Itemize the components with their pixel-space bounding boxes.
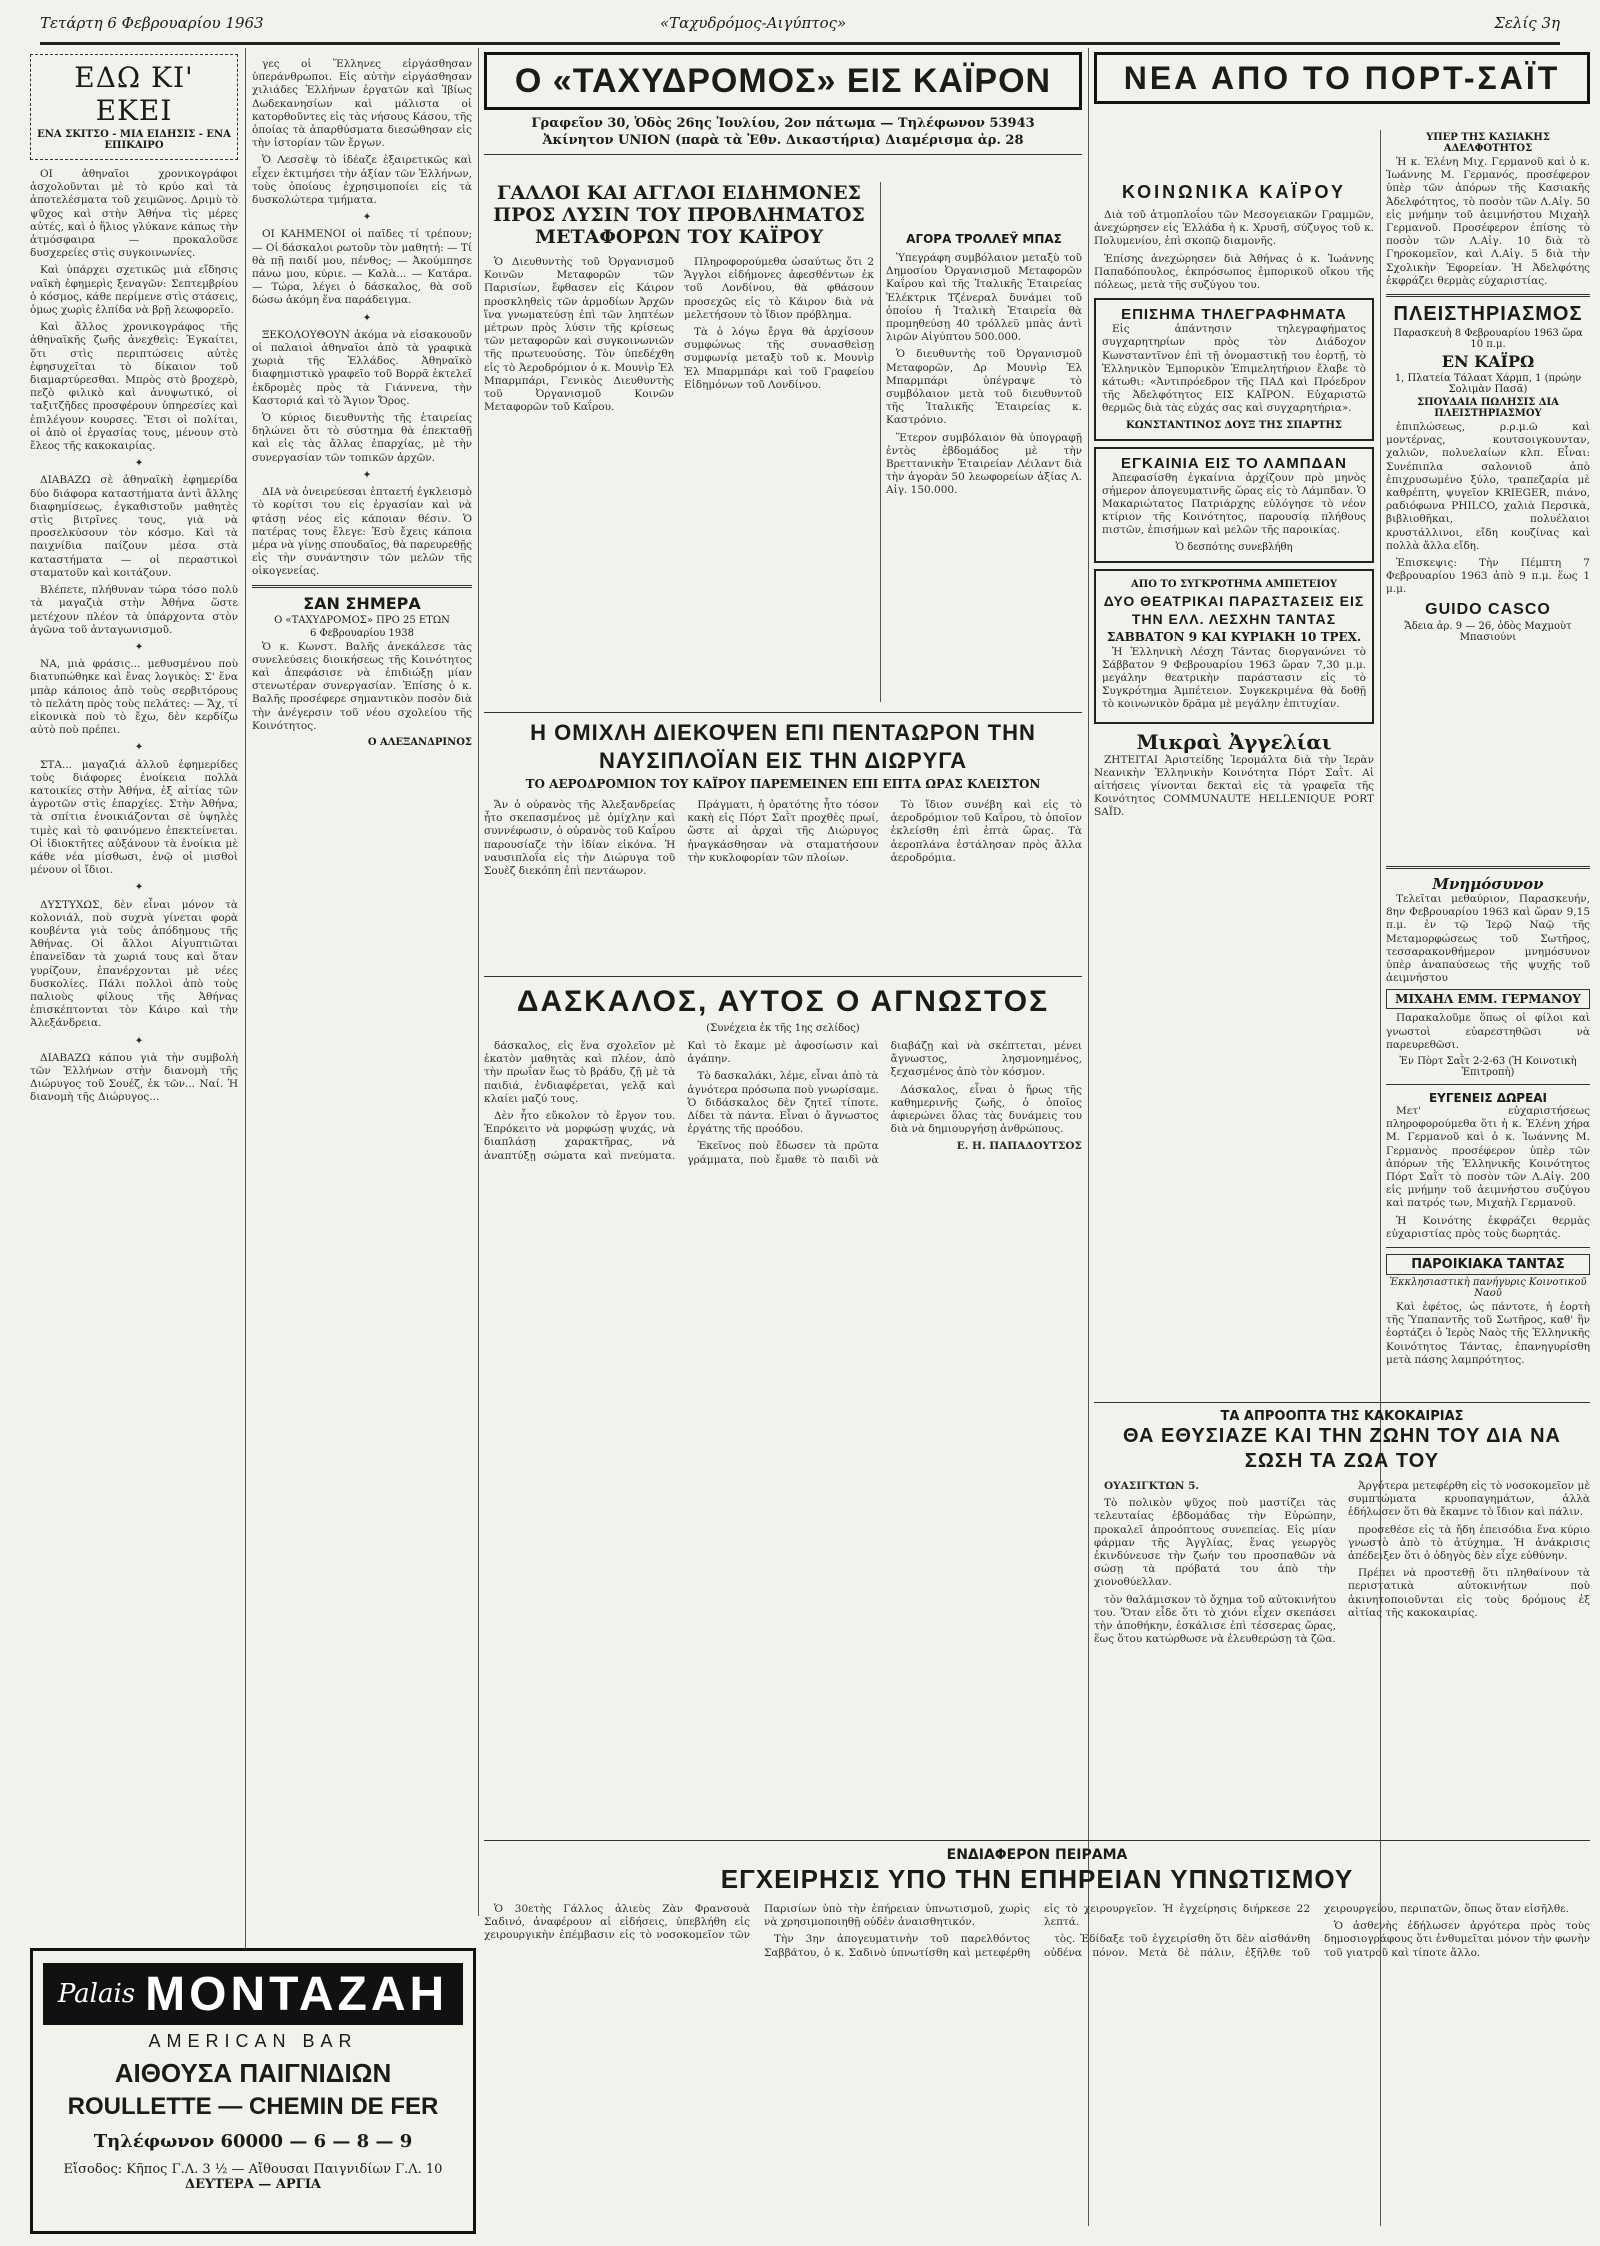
ad-entrance: Εἴσοδος: Κῆπος Γ.Λ. 3 ½ — Αἴθουσαι Παιγνιδίων Γ.Λ. 10	[63, 2162, 443, 2177]
divider	[484, 154, 1082, 155]
section-body	[1386, 156, 1590, 288]
paragraph: Ὁ Λεσσὲψ τὸ ἰδέαζε ἐξαιρετικῶς καὶ εἶχεν ἐκτιμήσει τὴν ἀξίαν τῶν Ἑλλήνων, τοὺς ὁποίους ἐχρησιμοποίει εἰς τὰ δυσκολώτερα τμήματα.	[252, 154, 472, 207]
article-bad-weather	[1094, 1396, 1590, 1830]
column-divider	[880, 182, 881, 702]
article-continuation: (Συνέχεια ἐκ τῆς 1ης σελίδος)	[706, 1023, 860, 1034]
montazah-advertisement	[30, 1948, 476, 2234]
divider	[252, 585, 472, 588]
ornament: ✦	[134, 1034, 144, 1047]
paragraph: Δάσκαλος, εἶναι ὁ ἥρως τῆς καθημερινῆς ζωῆς, ὁ ὁποῖος ἀφιερώνει ὅλας τὰς δυνάμεις του διὰ νὰ δημιουργήσῃ ἀνθρώπους.	[890, 1083, 1082, 1136]
memorial-title: Μνημόσυνον	[1432, 875, 1544, 893]
divider	[1094, 1402, 1590, 1403]
masthead	[40, 10, 1560, 42]
ornament: ✦	[362, 211, 372, 224]
article-title: ΔΑΣΚΑΛΟΣ, ΑΥΤΟΣ Ο ΑΓΝΩΣΤΟΣ	[516, 985, 1050, 1018]
article-title: ΑΓΟΡΑ ΤΡΟΛΛΕΫ ΜΠΑΣ	[906, 232, 1062, 246]
port-said-news-panel	[1386, 860, 1590, 1390]
tachydromos-cairo-banner	[484, 48, 1082, 178]
box-signature: Ὁ δεσπότης συνεβλήθη	[1175, 541, 1293, 553]
column-divider	[478, 48, 479, 1916]
paragraph: ΖΗΤΕΙΤΑΙ Ἀριστείδης Ἰερομάλτα διὰ τὴν Ἱερὰν Νεανικὴν Ἑλληνικὴν Κοινότητα Πόρτ Σαῒτ. Αἱ αἰτήσεις γίνονται δεκταὶ εἰς τὰ γραφεῖα τῆς Κοινότητος COMMUNAUTE HELLENIQUE PORT SAÏD.	[1094, 753, 1374, 819]
ad-phone: Τηλέφωνον 60000 — 6 — 8 — 9	[93, 2131, 413, 2152]
ornament: ✦	[362, 311, 372, 324]
article-teacher	[484, 970, 1082, 1830]
paragraph: γες οἱ Ἕλληνες εἰργάσθησαν ὑπεράνθρωποι. Εἰς αὐτὴν εἰργάσθησαν χιλιάδες Ἑλλήνων ἐργατῶν καὶ Ἰβίως Δωδεκανησίων καὶ μάλιστα οἱ κατορθοῦντες εἰς τὰς νήσους Κάσου, τῆς ὁποίας τὰ ἀπαρθύσματα διεσώθησαν εἰς τὴν ἱστορίαν τῶν ἔργων.	[252, 58, 472, 150]
banner-title: Ο «ΤΑΧΥΔΡΟΜΟΣ» ΕΙΣ ΚΑΪΡΟΝ	[514, 62, 1052, 100]
paper-name: «Ταχυδρόμος-Αιγύπτος»	[660, 14, 847, 32]
section-title: ΚΟΙΝΩΝΙΚΑ ΚΑΪΡΟΥ	[1121, 182, 1347, 202]
paragraph: Παρακαλοῦμε ὅπως οἱ φίλοι καὶ γνωστοὶ εὐαρεστηθῶσι νὰ παρευρεθῶσι.	[1386, 1012, 1590, 1051]
paragraph: Τὰ ὁ λόγω ἔργα θὰ ἀρχίσουν συμφώνως τῆς συνασθεὶσῃ συμφωνίᾳ μεταξὺ τοῦ κ. Μουνὶρ Ἐλ Μπαρμπάρι καὶ τοῦ Γραφείου Εἰδημόνων τοῦ Λονδίνου.	[684, 326, 874, 391]
paragraph: Τὸ δασκαλάκι, λέμε, εἶναι ἀπὸ τὰ ἁγνότερα πρόσωπα ποὺ γνωρίσαμε. Ὁ διδάσκαλος δὲν ζητεῖ τίποτε. Δίδει τὰ πάντα. Εἶναι ὁ ἄγνωστος ἐργάτης τῆς προόδου.	[687, 1070, 879, 1136]
paragraph: ἐπιπλώσεως, ρ.ρ.μ.ῶ καὶ μοντέρνας, κουτσοιγκουνταν, χαλιῶν, πολυελαίων κλπ. Εἶναι: Συνέπιπλα σαλονιοῦ ἀπὸ ἐπιχρυσωμένο ξύλο, τραπεζαρία μὲ καθρέπτη, ψυγεῖον KRIEGER, πιάνο, ραδιόφωνα PHILCO, χαλιὰ Περσικὰ, βιβλιοθῆκαι, πολυέλαιοι κρυστάλλινοι, εἴδη κουζίνας καὶ πολλὰ ἄλλα εἴδη.	[1386, 421, 1590, 552]
auctioneer-name: GUIDO CASCO	[1425, 600, 1551, 618]
paragraph: Πράγματι, ἡ ὁρατότης ἦτο τόσον κακὴ εἰς Πόρτ Σαῒτ προχθὲς πρωί, ὥστε αἱ ἀρχαὶ τῆς Διώρυγος ἠναγκάσθησαν νὰ σταματήσουν τὴν κυκλοφορίαν τῶν πλοίων.	[687, 799, 879, 864]
paragraph: ΞΕΚΟΛΟΥΘΟΥΝ ἀκόμα νὰ εἰσακουοῦν οἱ παλαιοὶ ἀθηναῖοι ἀπὸ τὰ γραφικὰ χωριὰ τῆς Ἑλλάδος. Ἀθηναϊκὸ διαφημιστικὸ γραφεῖο τοῦ Βορρᾶ ἐκτελεῖ ἐκδρομὲς πρὸς τὰ Γιάννενα, τὴν Καστοριά καὶ τὸ Ἅγιον Ὄρος.	[252, 328, 472, 407]
classifieds-title: Μικραὶ Ἀγγελίαι	[1136, 729, 1332, 754]
edw-ki-ekei-header	[30, 54, 238, 160]
ad-brand: MONTAZAH	[145, 1967, 449, 2021]
paragraph: Καὶ ἐφέτος, ὡς πάντοτε, ἡ ἑορτὴ τῆς Ὑπαπαντῆς τοῦ Σωτῆρος, καθ' ἣν ἑορτάζει ὁ Ἱερὸς Ναὸς τῆς Ἑλληνικῆς Κοινότητος Τάντας, ἐπανηγυρίσθη μετὰ πάσης λαμπρότητος.	[1386, 1301, 1590, 1366]
article-trolleybus	[886, 182, 1082, 702]
section-title: ΝΕΑ ΑΠΟ ΤΟ ΠΟΡΤ-ΣΑΪΤ	[1123, 60, 1561, 96]
column-continued	[252, 48, 472, 1938]
box-body	[1102, 323, 1366, 415]
article-kicker: ΕΝΔΙΑΦΕΡΟΝ ΠΕΙΡΑΜΑ	[946, 1847, 1128, 1863]
article-body	[484, 1903, 1590, 2203]
anniversary-title: ΣΑΝ ΣΗΜΕΡΑ	[303, 593, 421, 613]
paragraph: Ὁ 30ετὴς Γάλλος ἁλιεὺς Ζὰν Φρανσουὰ Σαδινό, ἀναφέρουν αἱ εἰδήσεις, ὑπεβλήθη εἰς χειρουργικὴν ἐπέμβασιν εἰς τὸ νοσοκομεῖον τῶν Παρισίων ὑπὸ τὴν ἐπήρειαν ὑπνωτισμοῦ, χωρὶς νὰ χρησιμοποιηθῇ οὐδὲν ἀναισθητικόν.	[484, 1903, 1030, 1942]
banner-address-2: Ἀκίνητον UNION (παρὰ τὰ Ἐθν. Δικαστήρια) Διαμέρισμα ἀρ. 28	[542, 133, 1024, 148]
donations-title: ΕΥΓΕΝΕΙΣ ΔΩΡΕΑΙ	[1428, 1091, 1548, 1106]
article-signature: Ε. Η. ΠΑΠΑΔΟΥΤΣΟΣ	[956, 1140, 1082, 1153]
memorial-name: ΜΙΧΑΗΛ ΕΜΜ. ΓΕΡΜΑΝΟΥ	[1386, 989, 1590, 1009]
paragraph: Ὑπεγράφη συμβόλαιον μεταξὺ τοῦ Δημοσίου Ὀργανισμοῦ Μεταφορῶν Καΐρου καὶ τῆς Ἰταλικῆς Ἑταιρείας Ἐλέκτρικ Τζένεραλ δυνάμει τοῦ ὁποίου ἡ Ἰταλικὴ Ἑταιρεία θὰ προμηθεύσῃ 40 τρόλλεϋ μπὰς ἀντὶ λιρῶν Αἰγύπτου 500.000.	[886, 252, 1082, 344]
column-divider	[245, 48, 246, 2226]
anniversary-date: 6 Φεβρουαρίου 1938	[310, 627, 414, 639]
paragraph: Τὴν 3ην ἀπογευματινὴν τοῦ παρελθόντος Σαββάτου, ὁ κ. Σαδινὸ ὑπνωτίσθη καὶ μετεφέρθη εἰς τὸ χειρουργεῖον. Ἡ ἐγχείρησις διήρκεσε 22 λεπτά.	[764, 1903, 1310, 1959]
paragraph: ΔΙΑ νὰ ὀνειρεύεσαι ἑπταετή ἐγκλεισμὸ τὸ κορίτσι του εἰς ἐργασίαν καὶ νὰ φτάσῃ νέος εἰς κάποιαν θέσιν. Ὁ πατέρας τους ἔλεγε: Ἐσὺ ἔχεις κάποια μέρα νὰ γίνῃς σπουδαῖος, θὰ παρευρεθῇς εἰς τὴν συνάντησιν τῶν μελῶν τῆς οἰκογενείας.	[252, 486, 472, 578]
paragraph: Τελεῖται μεθαύριον, Παρασκευήν, 8ην Φεβρουαρίου 1963 καὶ ὥραν 9,15 π.μ. ἐν τῷ Ἱερῷ Ναῷ τῆς Μεταμορφώσεως τοῦ Σωτῆρος, τεσσαρακονθήμερον μνημόσυνον ὑπὲρ ἀναπαύσεως τῆς ψυχῆς τοῦ ἀειμνήστου	[1386, 893, 1590, 985]
article-subtitle: ΤΟ ΑΕΡΟΔΡΟΜΙΟΝ ΤΟΥ ΚΑΪΡΟΥ ΠΑΡΕΜΕΙΝΕΝ ΕΠΙ ΕΠΤΑ ΩΡΑΣ ΚΛΕΙΣΤΟΝ	[525, 777, 1041, 791]
page-number: Σελίς 3η	[1494, 14, 1560, 32]
ornament: ✦	[362, 468, 372, 481]
ad-line-games: ROULLETTE — CHEMIN DE FER	[67, 2093, 439, 2120]
paragraph: Βλέπετε, πλήθυναν τώρα τόσο πολὺ τὰ μαγαζιὰ στὴν Ἀθήνα ὥστε μετέχουν πλέον τὰ ὑπάρχοντα στὸν ἀγῶνα τοῦ ἀνταγωνισμοῦ.	[30, 584, 238, 636]
paragraph: Μετ' εὐχαριστήσεως πληροφορούμεθα ὅτι ἡ κ. Ἑλένη χήρα Μ. Γερμανοῦ καὶ ὁ κ. Ἰωάννης Μ. Γερμανὸς προσέφερον ὑπὲρ τῶν ἀπόρων τῆς Ἑλληνικῆς Κοινότητος Πόρτ Σαῒτ τὸ ποσὸν τῶν Λ.Αἰγ. 200 εἰς μνήμην τοῦ ἀειμνήστου συζύγου καὶ πατρός των, Μιχαὴλ Γερμανοῦ.	[1386, 1105, 1590, 1210]
banner-address-1: Γραφεῖον 30, Ὁδὸς 26ης Ἰουλίου, 2ον πάτωμα — Τηλέφωνον 53943	[531, 116, 1035, 131]
ad-closed-day: ΔΕΥΤΕΡΑ — ΑΡΓΙΑ	[184, 2177, 322, 2192]
paragraph: Εἰς ἀπάντησιν τηλεγραφήματος συγχαρητηρίων πρὸς τὸν Διάδοχον Κωνσταντῖνον ἐπὶ τῇ ὀνομαστικῇ του ἑορτῇ, τὸ Ἑλληνικὸν Ἐμπορικὸν Ἐπιμελητήριον ἔλαβε τὸ κάτωθι: «Ἀντιπρόεδρον τῆς ΠΑΔ καὶ Πρόεδρον τῆς Ἀδελφότητος ΕΙΣ ΚΑΪΡΟΝ. Εὐχαριστῶ θερμῶς διὰ τὰς εὐχάς σας καὶ συγχαρητήρια».	[1102, 323, 1366, 415]
paragraph: Ὁ ἀσθενὴς ἐδήλωσεν ἀργότερα πρὸς τοὺς δημοσιογράφους ὅτι ἐνθυμεῖται μόνον τὴν φωνὴν τοῦ γιατροῦ καὶ τίποτε ἄλλο.	[1324, 1920, 1590, 1959]
classifieds-body	[1094, 754, 1374, 820]
divider	[484, 976, 1082, 977]
paragraph: Ἄν ὁ οὐρανὸς τῆς Ἀλεξανδρείας ἦτο σκεπασμένος μὲ ὀμίχλην καὶ συννέφωσιν, ὁ οὐρανὸς τοῦ Καΐρου παρουσίαζε τὴν ἰδίαν εἰκόνα. Ἡ ναυσιπλοΐα εἰς τὴν Διώρυγα τοῦ Σουὲζ διεκόπη ἐπὶ πεντάωρον.	[484, 799, 676, 878]
article-body	[484, 1040, 1082, 1167]
auction-address: 1, Πλατεία Τάλαατ Χάρμπ, 1 (πρώην Σολιμὰν Πασᾶ)	[1394, 373, 1582, 396]
paragraph: ΝΑ, μιὰ φράσις... μεθυσμένου ποὺ διατυπώθηκε καὶ ἔνας λογικὸς: Σ' ἕνα μπὰρ κάποιος ἀπὸ τοὺς σερβιτόρους τὸ πελάτη πρὸς τοὺς πελάτες: — Ἄχ, τί εἰκονικὰ ποὺ τὸ ἔχω, δὲν κερδίζω αὐτὸ ποὺ πρέπει.	[30, 658, 238, 737]
paragraph: Ὁ κ. Κωνστ. Βαλῆς ἀνεκάλεσε τὰς συνελεύσεις διοικήσεως τῆς Κοινότητος καὶ ἀπεφάσισε νὰ ἐπιδιώξῃ μίαν στενωτέραν συνεργασίαν. Ἐπίσης ὁ κ. Βαλῆς προσέφερε σημαντικὸν ποσὸν διὰ τὴν ἀνέγερσιν τοῦ νέου σχολείου τῆς Κοινότητος.	[252, 640, 472, 732]
theatre-box	[1094, 569, 1374, 724]
column-edw-ki-ekei	[30, 48, 238, 1938]
paragraph: Ἐκεῖνος ποὺ ἔδωσεν τὰ πρῶτα γράμματα, ποὺ ἔμαθε τὸ παιδὶ νὰ διαβάζῃ καὶ νὰ σκέπτεται, μένει ἄγνωστος, λησμονημένος, ξεχασμένος ἀπὸ τὸν κόσμον.	[687, 1040, 1082, 1166]
divider	[1386, 866, 1590, 869]
paragraph: τὸς. Ἐδίδαξε τοῦ ἐγχειρίσθη ὅτι δὲν αἰσθάνθη οὐδένα πόνον. Μετὰ δὲ πάλιν, ἐξῆλθε τοῦ χειρουργείου, περιπατῶν, ὅπως ὅταν εἰσῆλθε.	[1044, 1903, 1569, 1959]
paragraph: Ὁ διευθυντὴς τοῦ Ὀργανισμοῦ Μεταφορῶν, Δρ Μουνὶρ Ἐλ Μπαρμπάρι ὑπέγραψε τὸ συμβόλαιον μετὰ τοῦ διευθυντοῦ τῆς Ἰταλικῆς Ἑταιρείας κ. Καστρόνιο.	[886, 348, 1082, 427]
telegrams-box	[1094, 298, 1374, 440]
ad-line-bar: AMERICAN BAR	[148, 2031, 358, 2051]
article-kicker: ΤΑ ΑΠΡΟΟΠΤΑ ΤΗΣ ΚΑΚΟΚΑΙΡΙΑΣ	[1220, 1409, 1464, 1424]
box-body	[1102, 472, 1366, 538]
parish-subtitle: Ἐκκλησιαστικὴ πανήγυρις Κοινοτικοῦ Ναοῦ	[1389, 1277, 1587, 1300]
paragraph: Δὲν ἦτο εὔκολον τὸ ἔργον του. Ἐπρόκειτο νὰ μορφώσῃ ψυχάς, νὰ διαπλάσῃ χαρακτῆρας, νὰ ἀναπτύξῃ σώματα καὶ πνεύματα. Καὶ τὸ ἔκαμε μὲ ἀφοσίωσιν καὶ ἀγάπην.	[484, 1040, 879, 1162]
article-body	[1094, 1480, 1590, 1646]
inauguration-box	[1094, 447, 1374, 563]
paragraph: Ἡ Κοινότης ἐκφράζει θερμὰς εὐχαριστίας πρὸς τοὺς δωρητάς.	[1386, 1214, 1590, 1240]
paragraph: Ἐπίσης ἀνεχώρησεν διὰ Ἀθήνας ὁ κ. Ἰωάννης Παπαδόπουλος, ἐκπρόσωπος ἐμπορικοῦ οἴκου τῆς πόλεως, μετὰ τῆς συζύγου του.	[1094, 252, 1374, 292]
article-title: ΕΓΧΕΙΡΗΣΙΣ ΥΠΟ ΤΗΝ ΕΠΗΡΕΙΑΝ ΥΠΝΩΤΙΣΜΟΥ	[720, 1864, 1354, 1894]
auction-city: ΕΝ ΚΑΪΡΩ	[1441, 352, 1535, 372]
box-title: ΔΥΟ ΘΕΑΤΡΙΚΑΙ ΠΑΡΑΣΤΑΣΕΙΣ ΕΙΣ ΤΗΝ ΕΛΛ. ΛΕΣΧΗΝ ΤΑΝΤΑΣ	[1103, 592, 1365, 627]
ornament: ✦	[134, 640, 144, 653]
auction-title: ΠΛΕΙΣΤΗΡΙΑΣΜΟΣ	[1393, 303, 1583, 326]
paragraph: Πρέπει νὰ προστεθῇ ὅτι πληθαίνουν τὰ περιστατικὰ αὐτοκινήτων ποὺ ἀκινητοποιοῦνται εἰς τοὺς δρόμους ἐξ αἰτίας τῆς κακοκαιρίας.	[1348, 1567, 1590, 1619]
auction-footer	[1386, 557, 1590, 597]
paragraph: ΔΥΣΤΥΧΩΣ, δὲν εἶναι μόνον τὰ κολονιάλ, ποὺ συχνὰ γίνεται φορὰ κουβέντα γιὰ τοὺς ἀπόδημους τῆς Ἀθήνας. Οἱ ἄλλοι Αἰγυπτιῶται ἐπανεῖδαν τὰ χωριά τους καὶ ὅταν γυρίζουν, ἐπανέρχονται μὲ νέες δυσκολίες. Πάλι πολλοὶ ἀπὸ τοὺς παλιοὺς φίλους τῆς Ἀθήνας ἐπισκέπτονται τὸν Κάιρο καὶ τὴν Ἀλεξάνδρεια.	[30, 898, 238, 1030]
column-social-cairo	[1094, 182, 1374, 1392]
masthead-rule	[40, 42, 1560, 45]
article-fog	[484, 706, 1082, 966]
auction-date: Παρασκευὴ 8 Φεβρουαρίου 1963 ὥρα 10 π.μ.	[1393, 328, 1583, 351]
paragraph: Πληροφορούμεθα ὡσαύτως ὅτι 2 Ἄγγλοι εἰδήμονες ἀφεσθέντων ἐκ τοῦ Λονδίνου, θὰ φθάσουν προσεχῶς εἰς τὸ Κάιρον διὰ νὰ μελετήσουν τὸ ἴδιον πρόβλημα.	[684, 256, 874, 321]
section-title: ΕΔΩ ΚΙ' ΕΚΕΙ	[74, 61, 194, 127]
ornament: ✦	[134, 457, 144, 470]
article-body	[886, 252, 1082, 498]
paragraph: ΔΙΑΒΑΖΩ σὲ ἀθηναϊκὴ ἐφημερίδα δύο διάφορα καταστήματα ἀντὶ ἄλλης διαφημίσεως, ἐγκαθιστοῦν μαθητὲς στὶς βιτρῖνες τους, γιὰ νὰ προσελκύσουν τὸν κόσμο. Καὶ τὰ παιχνίδια παίζουν μέσα στὰ καταστήματα — οἱ περαστικοὶ σταματοῦν καὶ κοιτάζουν.	[30, 474, 238, 579]
ad-brand-script: Palais	[57, 1979, 136, 2009]
parish-title: ΠΑΡΟΙΚΙΑΚΑ ΤΑΝΤΑΣ	[1386, 1254, 1590, 1275]
article-title: ΓΑΛΛΟΙ ΚΑΙ ΑΓΓΛΟΙ ΕΙΔΗΜΟΝΕΣ ΠΡΟΣ ΛΥΣΙΝ ΤΟΥ ΠΡΟΒΛΗΜΑΤΟΣ ΜΕΤΑΦΟΡΩΝ ΤΟΥ ΚΑΪΡΟΥ	[493, 182, 865, 248]
ornament: ✦	[134, 741, 144, 754]
header-box	[1094, 52, 1590, 104]
paragraph: Ἕτερον συμβόλαιον θὰ ὑπογραφῇ ἐντὸς ἑβδομάδος μὲ τὴν Βρεττανικὴν Ἑταιρείαν Λέιλαντ διὰ τὴν ἀγορὰν 50 λεωφορείων ἀξίας Λ. Αἰγ. 150.000.	[886, 431, 1082, 497]
anniversary-signature: Ο ΑΛΕΞΑΝΔΡΙΝΟΣ	[367, 736, 472, 748]
divider	[1386, 1247, 1590, 1248]
paragraph: προσεθέσε εἰς τὰ ἤδη ἐπεισόδια ἕνα κύριο γνωστὸ ἀπὸ τὸ ἀτύχημα. Ἡ ἀνάκρισις ἀπέδειξεν ὅτι ὁ ὁδηγὸς δὲν εἶχε εὐθύνην.	[1348, 1523, 1590, 1563]
banner-box	[484, 52, 1082, 110]
divider	[1386, 294, 1590, 297]
parish-body	[1386, 1301, 1590, 1367]
paragraph: Ἡ κ. Ἑλένη Μιχ. Γερμανοῦ καὶ ὁ κ. Ἰωάννης Μ. Γερμανός, προσέφερον ὑπὲρ τῶν ἀπόρων τῆς Κασιακῆς Ἀδελφότητος, τὸ ποσὸν τῶν Λ.Αἰγ. 50 εἰς μνήμην τοῦ ἀειμνήστου Μιχαὴλ Γερμανοῦ. Προσέφερον ἐπίσης τὸ ποσὸν τῶν Λ.Αἰγ. 10 διὰ τὸ Γηροκομεῖον, καὶ Λ.Αἰγ. 5 διὰ τὴν Σχολικὴν Ἐφορείαν. Ἡ Ἀδελφότης ἐκφράζει θερμὰς εὐχαριστίας.	[1386, 156, 1590, 287]
box-title: ΕΓΚΑΙΝΙΑ ΕΙΣ ΤΟ ΛΑΜΠΔΑΝ	[1121, 454, 1347, 472]
article-body	[484, 256, 874, 414]
section-title: ΥΠΕΡ ΤΗΣ ΚΑΣΙΑΚΗΣ ΑΔΕΛΦΟΤΗΤΟΣ	[1426, 132, 1550, 154]
ornament: ✦	[134, 881, 144, 894]
box-title: ΕΠΙΣΗΜΑ ΤΗΛΕΓΡΑΦΗΜΑΤΑ	[1121, 306, 1347, 324]
article-title: ΘΑ ΕΘΥΣΙΑΖΕ ΚΑΙ ΤΗΝ ΖΩΗΝ ΤΟΥ ΔΙΑ ΝΑ ΣΩΣΗ ΤΑ ΖΩΑ ΤΟΥ	[1123, 1425, 1561, 1472]
article-hypnosis	[484, 1834, 1590, 2234]
ad-line-casino: ΑΙΘΟΥΣΑ ΠΑΙΓΝΙΔΙΩΝ	[114, 2058, 392, 2088]
paragraph: Ὁ Διευθυντὴς τοῦ Ὀργανισμοῦ Κοινῶν Μεταφορῶν τῶν Παρισίων, ἔφθασεν εἰς Κάιρον προσκληθεὶς τῶν ἁρμοδίων Ἀρχῶν ἵνα γνωματεύσῃ ἐπὶ τῶν ληπτέων μέτρων πρὸς λύσιν τῆς κρίσεως τῶν μεταφορῶν καὶ συγκοινωνιῶν τῆς πρωτευούσης. Τὸν ὑπεδέχθη εἰς τὸ Ἀεροδρόμιον ὁ κ. Μουνὶρ Ἐλ Μπαρμπάρι, Γενικὸς Διευθυντὴς τοῦ Ὀργανισμοῦ Κοινῶν Μεταφορῶν τοῦ Καΐρου.	[484, 256, 674, 414]
divider	[484, 1840, 1590, 1841]
paragraph: ΟΙ ἀθηναῖοι χρονικογράφοι ἀσχολοῦνται μὲ τὸ κρύο καὶ τὰ ἀποτελέσματα τοῦ χειμῶνος. Δριμὺ τὸ ψῦχος καὶ στὴν Ἀθήνα τὶς μέρες αὐτές, καὶ ὁ ἥλιος γλύκανε κάπως τὴν ἀτμόσφαιρα — προκαλοῦσε δυσχερείες στὶς συγκοινωνίες.	[30, 168, 238, 260]
memorial-signature: Ἐν Πὸρτ Σαῒτ 2-2-63 (Ἡ Κοινοτικὴ Ἐπιτροπὴ)	[1399, 1056, 1577, 1079]
paragraph: Ὁ κύριος διευθυντὴς τῆς ἑταιρείας δηλώνει ὅτι τὸ σύστημα θὰ ἐπεκταθῇ καὶ εἰς τὰς ἄλλας ἐπαρχίας, μὲ τὴν συνεργασίαν τῶν τοπικῶν ἀρχῶν.	[252, 412, 472, 464]
box-kicker: ΑΠΟ ΤΟ ΣΥΓΚΡΟΤΗΜΑ ΑΜΠΕΤΕΙΟΥ	[1131, 578, 1337, 590]
article-transport-experts	[484, 182, 874, 702]
divider	[484, 712, 1082, 713]
port-said-header	[1094, 48, 1590, 128]
ad-logo	[43, 1963, 463, 2025]
paragraph: Καὶ ἄλλος χρονικογράφος τῆς ἀθηναϊκῆς ζωῆς ἀνεχθεὶς: Ἐγκαίτει, ὅτι στὶς περιπτώσεις αὐτὲς ἐφησυχεῖται τὸ δίκαιον τοῦ διαμαρτύρεσθαι. Μπρὸς στὸ βροχερὸ, πεζὸ φιλικὸ καὶ ἀνυψωτικό, οἱ ταξιτζῆδες προσφέρουν ὑπηρεσίες καὶ ἐπιλέγουν κουρσες. Ἔτσι οἱ πολίται, οἱ ἀπὸ οἱ ἐργασίας τους, μένουν στὸ ἔλεος τῆς κακοκαιρίας.	[30, 321, 238, 453]
auction-subtitle: ΣΠΟΥΔΑΙΑ ΠΩΛΗΣΙΣ ΔΙΑ ΠΛΕΙΣΤΗΡΙΑΣΜΟΥ	[1417, 397, 1559, 420]
dateline: ΟΥΑΣΙΓΚΤΩΝ 5.	[1104, 1480, 1200, 1492]
section-subtitle: ΕΝΑ ΣΚΙΤΣΟ - ΜΙΑ ΕΙΔΗΣΙΣ - ΕΝΑ ΕΠΙΚΑΙΡΟ	[37, 129, 231, 151]
column-divider	[1380, 130, 1381, 1392]
donations-body	[1386, 1105, 1590, 1241]
section-body	[252, 58, 472, 579]
paragraph: τὸν θαλάμισκον τὸ ὄχημα τοῦ αὐτοκινήτου του. Ὅταν εἶδε ὅτι τὸ χιόνι εἶχεν σκεπάσει τὴν ἀποθήκην, ἐσκάλισε ἐπὶ τέσσερας ὥρας, ἕως ὅτου κατώρθωσε νὰ ἐλευθερώσῃ τὰ ζῶα.	[1094, 1593, 1336, 1646]
paragraph: Ἡ Ἑλληνικὴ Λέσχη Τάντας διοργανώνει τὸ Σάββατον 9 Φεβρουαρίου 1963 ὥραν 7,30 μ.μ. μεγάλην θεατρικὴν παράστασιν εἰς τὸ Συγκρότημα Ἀμπέτειον. Συγκεκριμένα θὰ δοθῇ τὸ κοινωνικὸν δρᾶμα μὲ μεγάλην ἐπιτυχίαν.	[1102, 645, 1366, 711]
paragraph: Ἀπεφασίσθη ἐγκαίνια ἀρχίζουν πρὸ μηνὸς σήμερον ἀπογευματινῆς ὥρας εἰς τὸ Λάμπδαν. Ὁ Μακαριώτατος Πατριάρχης εὐλόγησε τὸ νέον κτίριον τῆς Κοινότητος, παρουσίᾳ πλήθους πιστῶν, ἐπισήμων καὶ μελῶν τῆς παροικίας.	[1102, 471, 1366, 537]
paragraph: δάσκαλος, εἰς ἕνα σχολεῖον μὲ ἑκατὸν μαθητὰς καὶ πλέον, ἀπὸ τὴν πρωΐαν ἕως τὸ βράδυ, ζῇ μὲ τὰ παιδιά, ἐνδιαφέρεται, γελᾷ καὶ κλαίει μαζύ τους.	[484, 1040, 676, 1105]
auctioneer-address: Ἄδεια ἀρ. 9 — 26, ὁδὸς Μαχμοὺτ Μπασιούνι	[1404, 620, 1572, 643]
memorial-body	[1386, 893, 1590, 985]
section-body	[1094, 209, 1374, 292]
issue-date: Τετάρτη 6 Φεβρουαρίου 1963	[40, 14, 264, 32]
divider	[1386, 1084, 1590, 1085]
anniversary-subtitle: Ο «ΤΑΧΥΔΡΟΜΟΣ» ΠΡΟ 25 ΕΤΩΝ	[274, 614, 450, 626]
section-body	[30, 168, 238, 1105]
box-dates: ΣΑΒΒΑΤΟΝ 9 ΚΑΙ ΚΥΡΙΑΚΗ 10 ΤΡΕΧ.	[1106, 629, 1362, 644]
paragraph: ΔΙΑΒΑΖΩ κάπου γιὰ τὴν συμβολὴ τῶν Ἑλλήνων στὴν διανομὴ τῆς Διώρυγος τοῦ Σουέζ, ἐκ τῶν... Ναί. Ἡ διανομὴ τῆς Διώρυγος...	[30, 1051, 238, 1104]
article-title: Η ΟΜΙΧΛΗ ΔΙΕΚΟΨΕΝ ΕΠΙ ΠΕΝΤΑΩΡΟΝ ΤΗΝ ΝΑΥΣΙΠΛΟΪΑΝ ΕΙΣ ΤΗΝ ΔΙΩΡΥΓΑ	[530, 720, 1036, 773]
paragraph: Ἀργότερα μετεφέρθη εἰς τὸ νοσοκομεῖον μὲ συμπτώματα κρυοπαγημάτων, ἀλλὰ ἐδήλωσεν ὅτι θὰ ἔκαμνε τὸ ἴδιον καὶ πάλιν.	[1348, 1480, 1590, 1519]
paragraph: Τὸ ἴδιον συνέβη καὶ εἰς τὸ ἀεροδρόμιον τοῦ Καΐρου, τὸ ὁποῖον ἐκλείσθη ἐπὶ ἑπτὰ ὥρας. Τὰ ἀεροπλάνα ἐστάλησαν πρὸς ἄλλα ἀεροδρόμια.	[890, 799, 1082, 864]
article-body	[484, 799, 1082, 878]
box-body	[1102, 646, 1366, 712]
paragraph: ΟΙ ΚΑΗΜΕΝΟΙ οἱ παῖδες τί τρέπουν; — Οἱ δάσκαλοι ρωτοῦν τὸν μαθητή: — Τί θὰ πῇ παιδί μου, πένθος; — Ἀκούμπησε πάνω μου, κύριε. — Καλὰ... — Κατάρα. — Τώρα, λέγει ὁ δάσκαλος, θὰ σοῦ δώσω ἀκόμη ἕνα παράδειγμα.	[252, 228, 472, 307]
paragraph: ΣΤΑ... μαγαζιά ἀλλοῦ ἐφημερίδες τοὺς διάφορες ἐνοίκεια πολλὰ κατοικίες στὴν Ἀθήνα, ἐξ αἰτίας τῶν ἀγροτῶν στὶς ἐπαρχίες. Στὴν Ἀθήνα, τὰ σπίτια ἐνοικιάζονται σὲ ὑψηλὲς τιμὲς καὶ τὸ φαινόμενο ἐπεκτείνεται. Οἱ ἰδιοκτῆτες αὐξάνουν τὰ ἐνοίκια μὲ κάθε νέα μίσθωσι, ἐνῷ οἱ μισθοὶ μένουν οἱ ἴδιοι.	[30, 758, 238, 877]
paragraph: Διὰ τοῦ ἀτμοπλοΐου τῶν Μεσογειακῶν Γραμμῶν, ἀνεχώρησεν εἰς Ἑλλάδα ἡ κ. Χρυσῆ, σύζυγος τοῦ κ. Πολυμενίου, ἐπὶ σκοπῷ διαμονῆς.	[1094, 209, 1374, 248]
box-signature: ΚΩΝΣΤΑΝΤΙΝΟΣ ΔΟΥΞ ΤΗΣ ΣΠΑΡΤΗΣ	[1126, 419, 1342, 431]
paragraph: Ἐπισκεψις: Τὴν Πέμπτη 7 Φεβρουαρίου 1963 ἀπὸ 9 π.μ. ἕως 1 μ.μ.	[1386, 557, 1590, 596]
memorial-note	[1386, 1012, 1590, 1052]
paragraph: Καὶ ὑπάρχει σχετικῶς μιὰ εἴδησις ναϊκὴ ἐφημερὶς ξεναγῶν: Σεπτεμβρίου ὁ κόσμος, κάθε περίμενε στὶς στάσεις, ὁμως χωρὶς ἐλπίδα νὰ βρῇ λεωφορεῖο.	[30, 264, 238, 317]
anniversary-body	[252, 641, 472, 733]
auction-body	[1386, 421, 1590, 553]
paragraph: Τὸ πολικὸν ψῦχος ποὺ μαστίζει τὰς τελευταίας ἑβδομάδας τὴν Εὐρώπην, προκαλεῖ ἀπροόπτους συνεπείας. Εἰς μίαν φάρμαν τῆς Ἀγγλίας, ἕνας γεωργὸς ἐκινδύνευσε τὴν ζωήν του προσπαθῶν νὰ σώσῃ τὰ πρόβατά του ἀπὸ τὴν χιονοθύελλαν.	[1094, 1497, 1336, 1589]
